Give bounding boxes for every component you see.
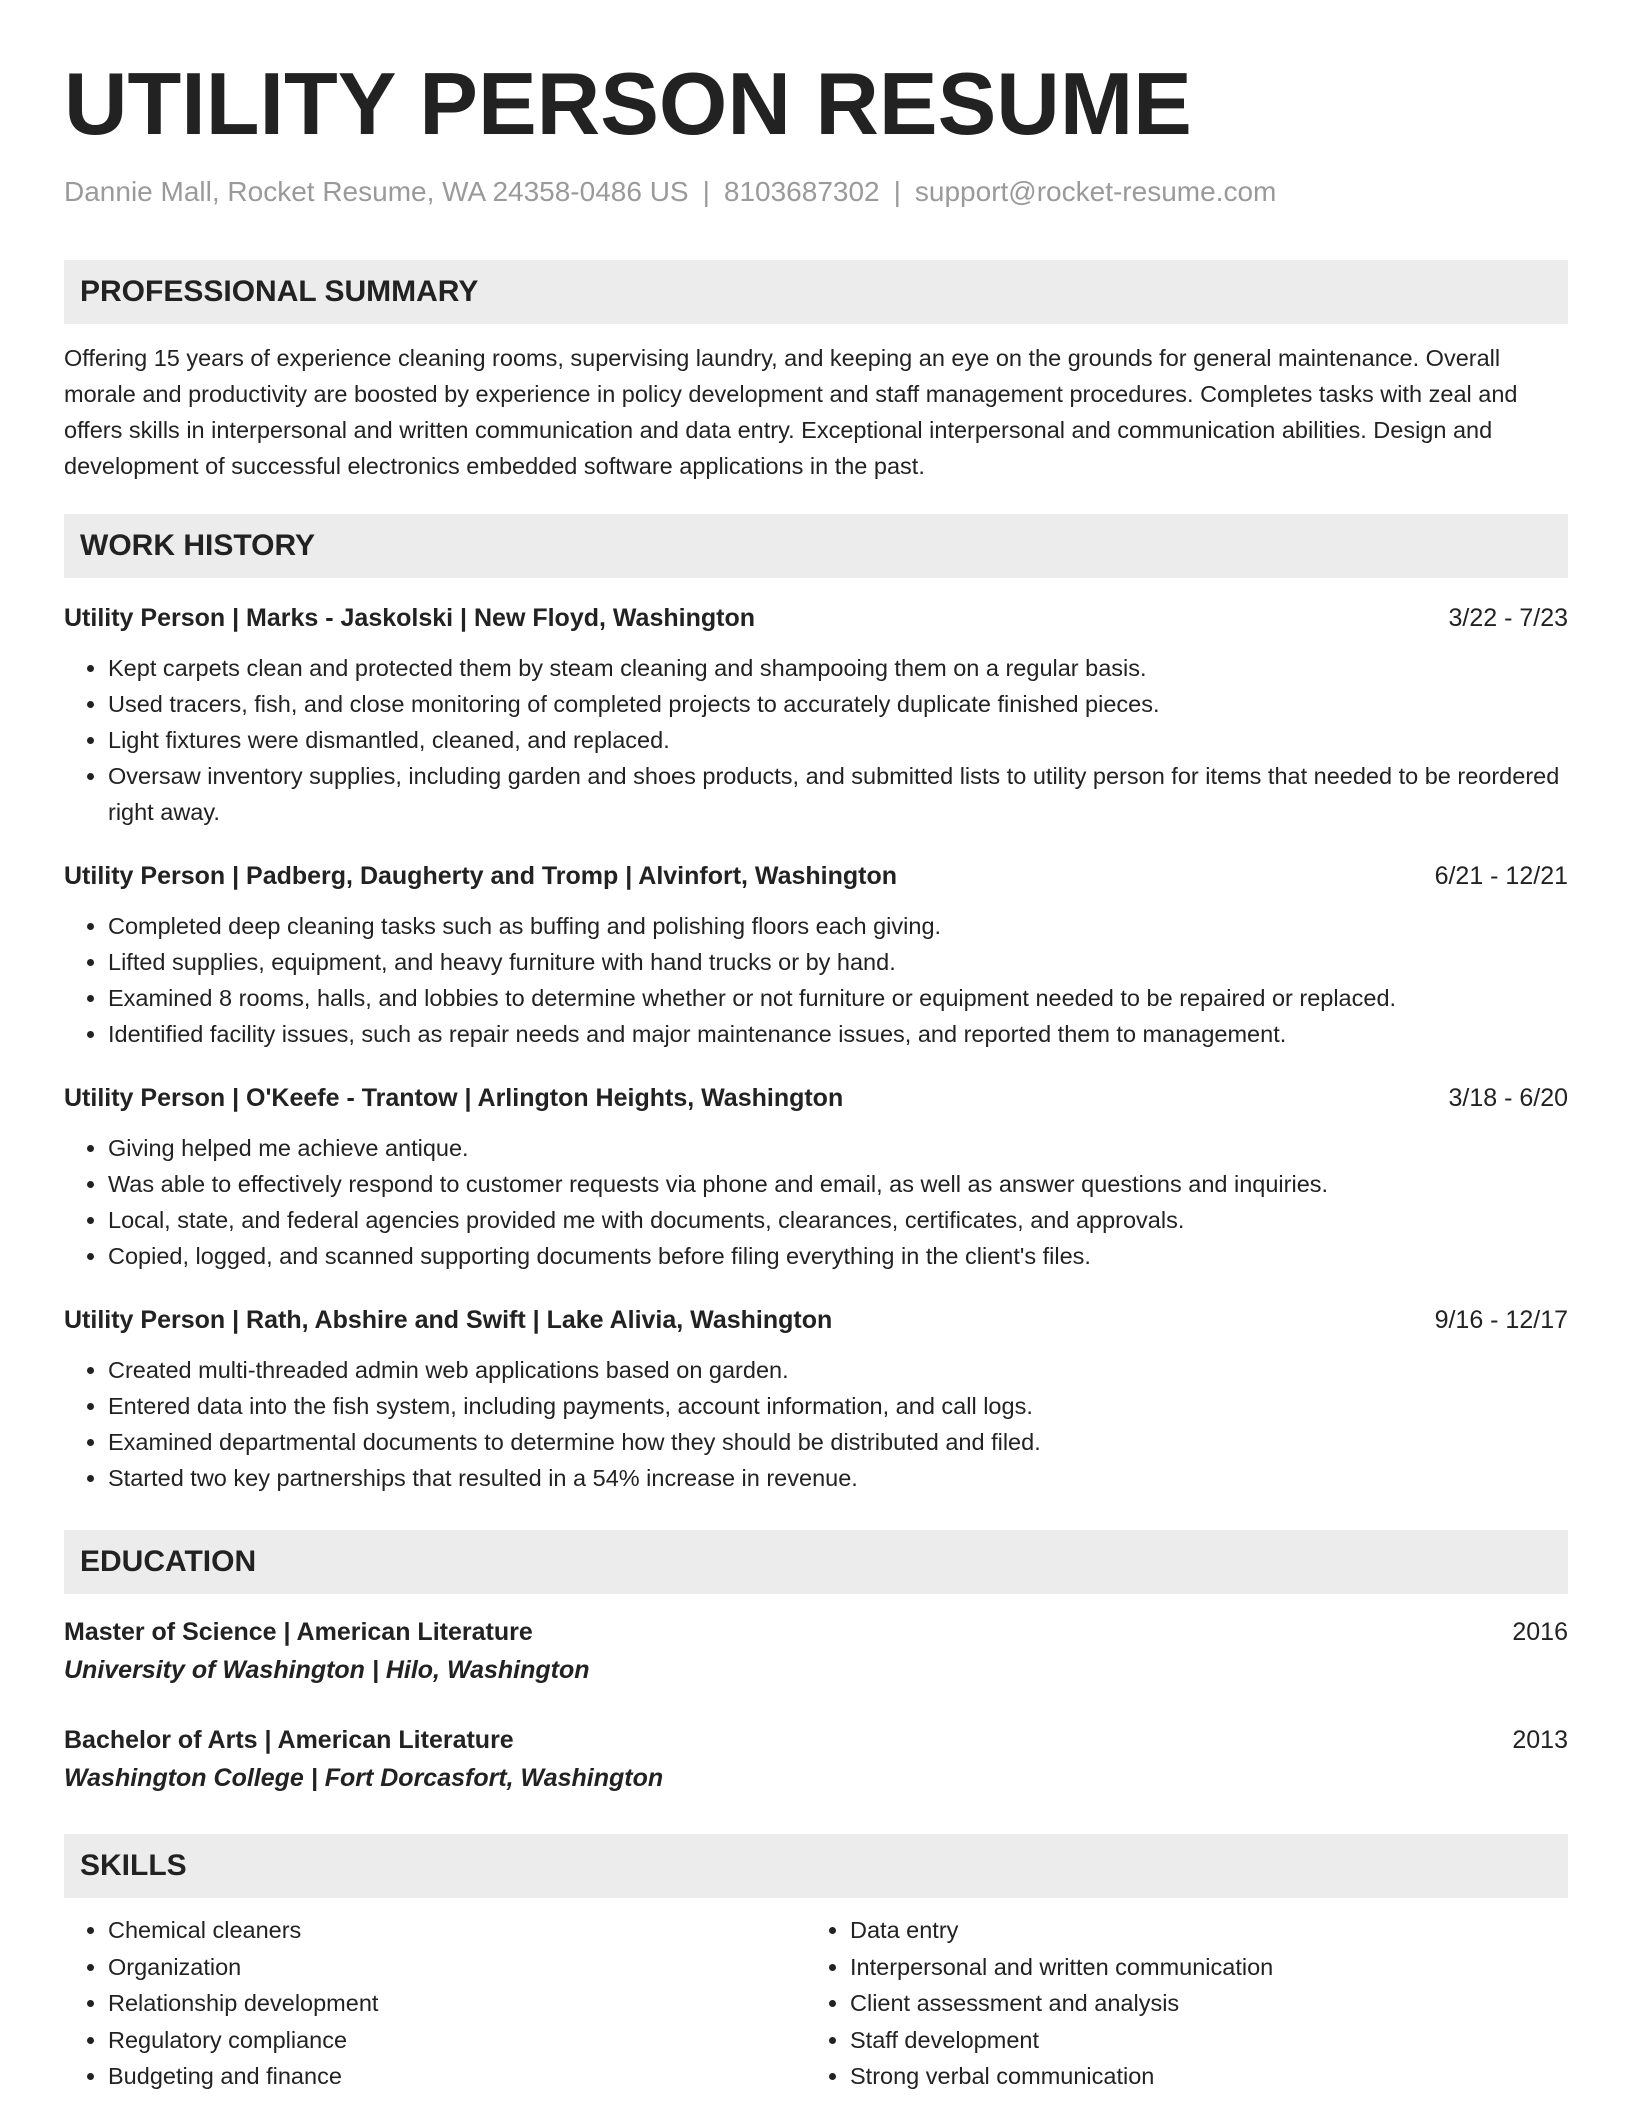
- job-bullet: • Created multi-threaded admin web applications based on garden.: [108, 1352, 1568, 1388]
- education-year: 2016: [1512, 1618, 1568, 1646]
- education-header: [64, 1722, 1568, 1758]
- job-entry: [64, 1302, 1568, 1496]
- section-heading-summary: PROFESSIONAL SUMMARY: [64, 260, 1568, 324]
- job-dates: 3/22 - 7/23: [1448, 604, 1568, 632]
- job-bullet: • Was able to effectively respond to customer requests via phone and email, as well as answer questions and inquiries.: [108, 1166, 1568, 1202]
- skills-column-left: [64, 1912, 806, 2095]
- resume-title: UTILITY PERSON RESUME: [64, 54, 1192, 153]
- education-school: University of Washington | Hilo, Washington: [64, 1656, 590, 1684]
- skill-item: • Organization: [108, 1949, 806, 1986]
- job-header: [64, 600, 1568, 636]
- job-header: [64, 1302, 1568, 1338]
- education-school: Washington College | Fort Dorcasfort, Washington: [64, 1764, 664, 1792]
- education-degree: Bachelor of Arts | American Literature: [64, 1726, 514, 1754]
- job-entry: [64, 600, 1568, 830]
- section-heading-education: EDUCATION: [64, 1530, 1568, 1594]
- contact-separator: |: [893, 176, 901, 207]
- education-entry: [64, 1722, 1568, 1798]
- education-header: [64, 1614, 1568, 1650]
- job-bullet: • Oversaw inventory supplies, including garden and shoes products, and submitted lists to utility person for items that needed to be reordered right away.: [108, 758, 1568, 830]
- education-year: 2013: [1512, 1726, 1568, 1754]
- job-bullets: [64, 908, 1568, 1052]
- skill-item: • Client assessment and analysis: [850, 1985, 1548, 2022]
- job-bullet: • Completed deep cleaning tasks such as buffing and polishing floors each giving.: [108, 908, 1568, 944]
- job-dates: 3/18 - 6/20: [1448, 1084, 1568, 1112]
- skill-item: • Staff development: [850, 2022, 1548, 2059]
- summary-text: Offering 15 years of experience cleaning rooms, supervising laundry, and keeping an eye on the grounds for general maintenance. Overall morale and productivity are boosted by experience in policy development and staff management procedures. Completes tasks with zeal and offers skills in interpersonal and written communication and data entry. Exceptional interpersonal and communication abilities. Design and development of successful electronics embedded software applications in the past.: [64, 345, 1518, 479]
- job-header: [64, 1080, 1568, 1116]
- job-bullet: • Examined departmental documents to determine how they should be distributed and filed.: [108, 1424, 1568, 1460]
- job-bullet: • Examined 8 rooms, halls, and lobbies to determine whether or not furniture or equipment needed to be repaired or replaced.: [108, 980, 1568, 1016]
- education-degree: Master of Science | American Literature: [64, 1618, 533, 1646]
- skill-item: • Interpersonal and written communication: [850, 1949, 1548, 1986]
- job-dates: 6/21 - 12/21: [1434, 862, 1568, 890]
- job-bullets: [64, 650, 1568, 830]
- contact-phone: 8103687302: [723, 176, 880, 207]
- section-heading-work-history: WORK HISTORY: [64, 514, 1568, 578]
- skills-column-right: [806, 1912, 1548, 2095]
- job-bullets: [64, 1130, 1568, 1274]
- skill-item: • Relationship development: [108, 1985, 806, 2022]
- job-bullet: • Kept carpets clean and protected them by steam cleaning and shampooing them on a regular basis.: [108, 650, 1568, 686]
- job-title: Utility Person | Rath, Abshire and Swift | Lake Alivia, Washington: [64, 1306, 833, 1334]
- contact-address: Dannie Mall, Rocket Resume, WA 24358-0486 US: [64, 176, 689, 207]
- job-entry: [64, 858, 1568, 1052]
- contact-line: [64, 174, 1568, 210]
- skill-item: • Strong verbal communication: [850, 2058, 1548, 2095]
- job-bullets: [64, 1352, 1568, 1496]
- job-bullet: • Identified facility issues, such as repair needs and major maintenance issues, and reported them to management.: [108, 1016, 1568, 1052]
- job-title: Utility Person | Padberg, Daugherty and Tromp | Alvinfort, Washington: [64, 862, 898, 890]
- contact-separator: |: [702, 176, 710, 207]
- job-entry: [64, 1080, 1568, 1274]
- skill-item: • Chemical cleaners: [108, 1912, 806, 1949]
- job-dates: 9/16 - 12/17: [1434, 1306, 1568, 1334]
- contact-email: support@rocket-resume.com: [914, 176, 1277, 207]
- section-heading-skills: SKILLS: [64, 1834, 1568, 1898]
- job-title: Utility Person | O'Keefe - Trantow | Arlington Heights, Washington: [64, 1084, 844, 1112]
- job-bullet: • Light fixtures were dismantled, cleaned, and replaced.: [108, 722, 1568, 758]
- job-header: [64, 858, 1568, 894]
- job-bullet: • Giving helped me achieve antique.: [108, 1130, 1568, 1166]
- skill-item: • Data entry: [850, 1912, 1548, 1949]
- job-title: Utility Person | Marks - Jaskolski | New Floyd, Washington: [64, 604, 755, 632]
- skills-grid: [64, 1912, 1568, 2095]
- education-entry: [64, 1614, 1568, 1690]
- job-bullet: • Copied, logged, and scanned supporting documents before filing everything in the client's files.: [108, 1238, 1568, 1274]
- job-bullet: • Local, state, and federal agencies provided me with documents, clearances, certificates, and approvals.: [108, 1202, 1568, 1238]
- job-bullet: • Entered data into the fish system, including payments, account information, and call logs.: [108, 1388, 1568, 1424]
- job-bullet: • Started two key partnerships that resulted in a 54% increase in revenue.: [108, 1460, 1568, 1496]
- skill-item: • Regulatory compliance: [108, 2022, 806, 2059]
- skill-item: • Budgeting and finance: [108, 2058, 806, 2095]
- job-bullet: • Used tracers, fish, and close monitoring of completed projects to accurately duplicate finished pieces.: [108, 686, 1568, 722]
- job-bullet: • Lifted supplies, equipment, and heavy furniture with hand trucks or by hand.: [108, 944, 1568, 980]
